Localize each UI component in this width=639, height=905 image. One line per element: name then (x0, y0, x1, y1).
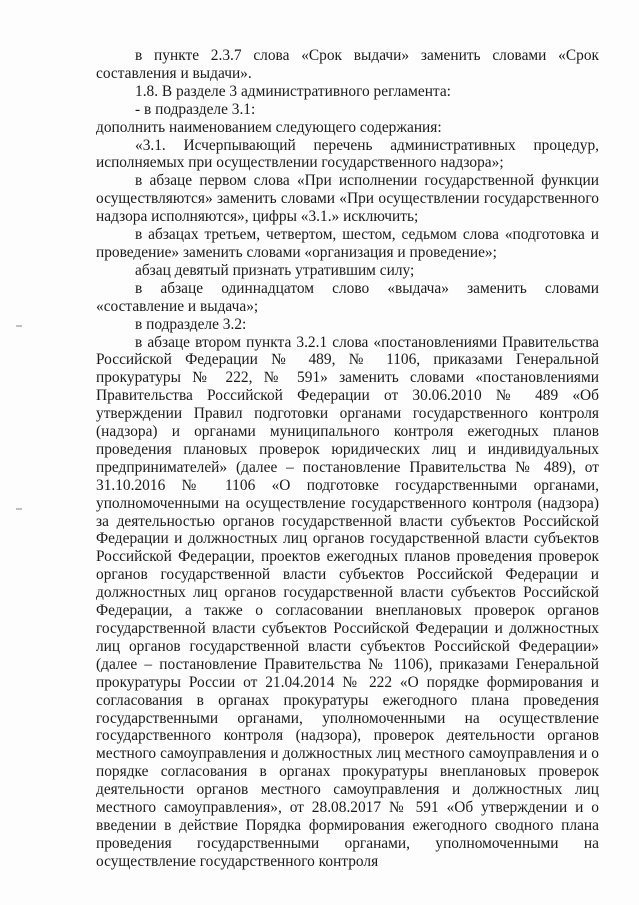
paragraph-subsection-3-2: в подразделе 3.2: (135, 315, 247, 333)
paragraph-abzacs-3-4-6-7: в абзацах третьем, четвертом, шестом, седьмом слова «подготовка и проведение» заменить словами «организация и проведение»; (96, 226, 599, 261)
paragraph-amend-2-3-7: в пункте 2.3.7 слова «Срок выдачи» заменить словами «Срок составления и выдачи». (96, 47, 599, 82)
paragraph-abzac-9: абзац девятый признать утратившим силу; (135, 261, 415, 279)
margin-mark (16, 508, 22, 510)
document-body (96, 47, 599, 871)
paragraph-section-1-8: 1.8. В разделе 3 административного регламента: (135, 82, 451, 100)
paragraph-point-3-2-1: в абзаце втором пункта 3.2.1 слова «постановлениями Правительства Российской Федерации № 489, № 1106, приказами Генеральной прокуратуры № 222, № 591» заменить словами «постановлениями Правительства Российской Федерации от 30.06.2010 № 489 «Об утверждении Правил подготовки органами государственного контроля (надзора) и органами муниципального контроля ежегодных планов проведения плановых проверок юридических лиц и индивидуальных предпринимателей» (далее – постановление Правительства № 489), от 31.10.2016 № 1106 «О подготовке государственными органами, уполномоченными на осуществление государственного контроля (надзора) за деятельностью органов государственной власти субъектов Российской Федерации и должностных лиц органов государственной власти субъектов Российской Федерации, проектов ежегодных планов проведения проверок органов государственной власти субъектов Российской Федерации и должностных лиц органов государственной власти субъектов Российской Федерации, а также о согласовании внеплановых проверок органов государственной власти субъектов Российской Федерации и должностных лиц органов государственной власти субъектов Российской Федерации» (далее – постановление Правительства № 1106), приказами Генеральной прокуратуры России от 21.04.2014 № 222 «О порядке формирования и согласования в органах прокуратуры ежегодного плана проведения государственными органами, уполномоченными на осуществление государственного контроля (надзора), проверок деятельности органов местного самоуправления и должностных лиц местного самоуправления и о порядке согласования в органах прокуратуры внеплановых проверок деятельности органов местного самоуправления и должностных лиц местного самоуправления», от 28.08.2017 № 591 «Об утверждении и о введении в действие Порядка формирования ежегодного сводного плана проведения государственными органами, уполномоченными на осуществление государственного контроля (96, 333, 599, 870)
paragraph-subsection-3-1: - в подразделе 3.1: (135, 100, 256, 118)
paragraph-abzac-11: в абзаце одиннадцатом слово «выдача» заменить словами «составление и выдача»; (96, 279, 599, 315)
margin-mark (16, 325, 22, 327)
paragraph-add-heading: дополнить наименованием следующего содержания: (96, 118, 442, 136)
paragraph-first-abzac: в абзаце первом слова «При исполнении государственной функции осуществляются» заменить словами «При осуществлении государственного надзора исполняются», цифры «3.1.» исключить; (96, 172, 599, 226)
paragraph-heading-3-1: «3.1. Исчерпывающий перечень административных процедур, исполняемых при осуществлении государственного надзора»; (96, 136, 599, 172)
